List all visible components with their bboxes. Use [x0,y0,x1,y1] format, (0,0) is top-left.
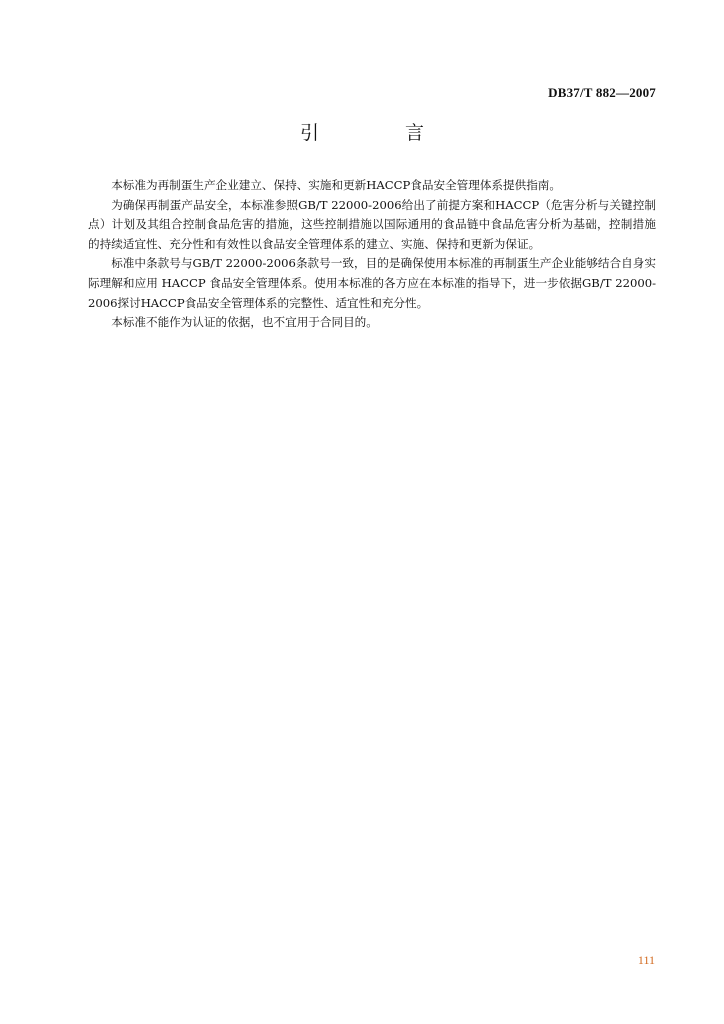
paragraph: 标准中条款号与GB/T 22000-2006条款号一致，目的是确保使用本标准的再制蛋生产企业能够结合自身实际理解和应用 HACCP 食品安全管理体系。使用本标准的各方应在本标准的指导下，进一步依据GB/T 22000-2006探讨HACCP食品安全管理体系的完整性、适宜性和充分性。 [88,256,656,310]
paragraph: 为确保再制蛋产品安全，本标准参照GB/T 22000-2006给出了前提方案和HACCP（危害分析与关键控制点）计划及其组合控制食品危害的措施，这些控制措施以国际通用的食品链中食品危害分析为基础，控制措施的持续适宜性、充分性和有效性以食品安全管理体系的建立、实施、保持和更新为保证。 [88,197,656,251]
body-text [88,176,656,333]
page-number: 111 [637,953,655,967]
paragraph: 本标准为再制蛋生产企业建立、保持、实施和更新HACCP食品安全管理体系提供指南。 [111,178,561,192]
document-code: DB37/T 882—2007 [548,85,656,100]
paragraph: 本标准不能作为认证的依据，也不宜用于合同目的。 [111,315,378,330]
page-title: 引 言 [299,122,465,144]
